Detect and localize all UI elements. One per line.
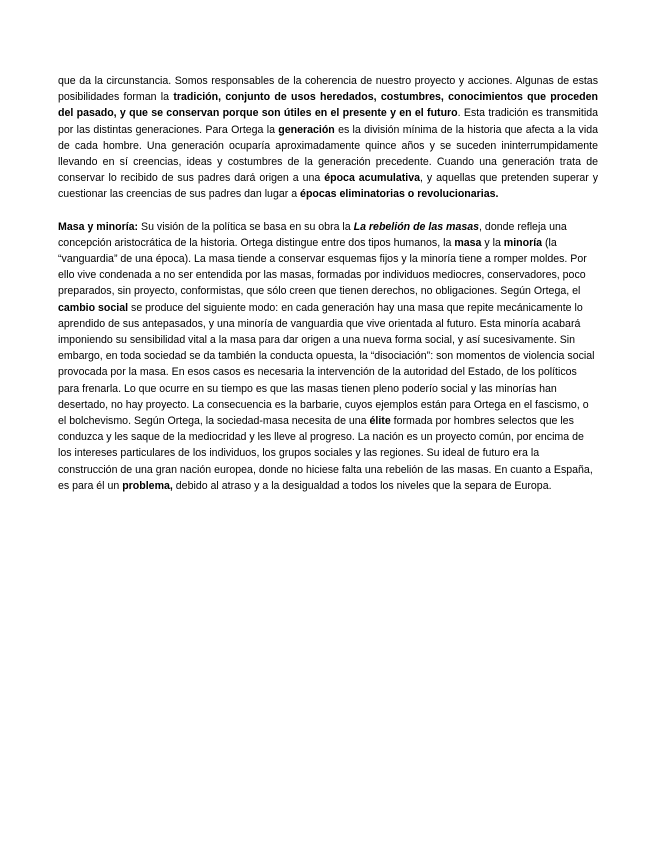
bold-epocas-eliminatorias: épocas eliminatorias o revolucionarias.	[300, 188, 499, 201]
bold-minoria: minoría	[503, 236, 543, 249]
text-span: . Esta tradición es transmitida por las distintas generaciones. Para Ortega la	[58, 107, 598, 136]
text-span: , donde refleja una concepción aristocrática de la historia. Ortega distingue entre dos tipos humanos, la	[58, 220, 567, 249]
bold-elite: élite	[369, 415, 391, 428]
text-span: es la división mínima de la historia que afecta a la vida de cada hombre. Una generación ocuparía aproximadamente quince años y se suceden ininterrumpidamente llevando en sí creencias, ideas y costumbres de la generación precedente. Cuando una generación trata de conservar lo recibido de sus padres dará origen a una	[58, 123, 598, 185]
text-span: y la	[481, 236, 504, 249]
bold-epoca-acumulativa: época acumulativa	[324, 172, 421, 185]
text-span: (la “vanguardia” de una época). La masa tiende a conservar esquemas fijos y la minoría tiene a romper moldes. Por ello vive condenada a no ser entendida por las masas, formadas por individuos mediocres, conservadores, poco preparados, sin proyecto, conformistas, que sólo creen que tienen derechos, no obligaciones. Según Ortega, el	[58, 236, 587, 298]
paragraph-tradicion	[58, 73, 598, 203]
text-span: que da la circunstancia. Somos responsables de la coherencia de nuestro proyecto y acciones. Algunas de estas posibilidades forman la	[58, 75, 598, 104]
bold-tradicion: tradición, conjunto de usos heredados, costumbres, conocimientos que proceden del pasado, y que se conservan porque son útiles en el presente y en el futuro	[58, 91, 598, 120]
text-span: se produce del siguiente modo: en cada generación hay una masa que repite mecánicamente lo aprendido de sus antepasados, y una minoría de vanguardia que vive orientada al futuro. Esta minoría acabará imponiendo su sensibilidad vital a la masa para dar origen a una nueva forma social, y así sucesivamente. Sin embargo, en toda sociedad se da también la conducta opuesta, la “disociación”: son momentos de violencia social provocada por la masa. En esos casos es necesaria la intervención de la autoridad del Estado, de los políticos para frenarla. Lo que ocurre en su tiempo es que las masas tienen pleno poderío social y las minorías han desertado, no hay proyecto. La consecuencia es la barbarie, cuyos ejemplos están para Ortega en el fascismo, o el bolchevismo. Según Ortega, la sociedad-masa necesita de una	[58, 301, 595, 428]
section-heading-masa-minoria: Masa y minoría:	[58, 220, 139, 233]
text-span: Su visión de la política se basa en su obra la	[138, 220, 354, 233]
text-span: debido al atraso y a la desigualdad a todos los niveles que la separa de Europa.	[172, 479, 552, 492]
paragraph-masa-minoria	[58, 219, 598, 494]
bold-problema: problema,	[122, 479, 173, 492]
bold-masa: masa	[454, 236, 482, 249]
bold-generacion: generación	[278, 123, 335, 136]
bold-cambio-social: cambio social	[58, 301, 129, 314]
text-span: , y aquellas que pretenden superar y cuestionar las creencias de sus padres dan lugar a	[58, 172, 599, 201]
book-title: La rebelión de las masas	[353, 220, 480, 233]
text-span: formada por hombres selectos que les conduzca y les saque de la mediocridad y les lleve al progreso. La nación es un proyecto común, por encima de los intereses particulares de los individuos, los grupos sociales y las regiones. Su ideal de futuro era la construcción de una gran nación europea, donde no hiciese falta una rebelión de las masas. En cuanto a España, es para él un	[58, 415, 593, 492]
document-page	[58, 73, 598, 494]
